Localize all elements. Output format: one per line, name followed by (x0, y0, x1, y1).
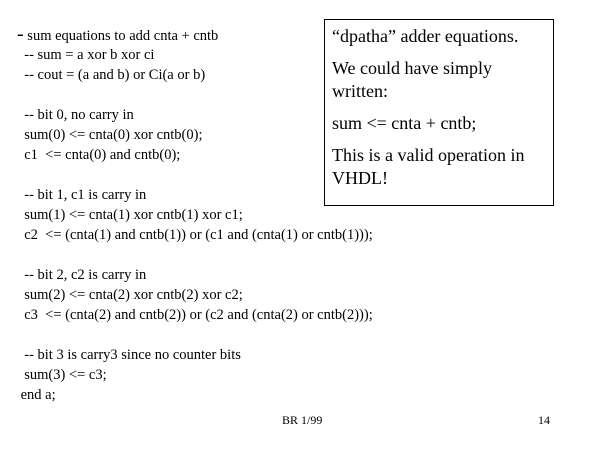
code-line-1: -- sum = a xor b xor ci (17, 47, 155, 63)
code-line-9: sum(1) <= cnta(1) xor cntb(1) xor c1; (17, 207, 243, 223)
page-number: 14 (538, 413, 550, 427)
callout-code: sum <= cnta + cntb; (332, 113, 477, 133)
callout-text: We could have simply written: (332, 58, 493, 101)
code-line-18: end a; (17, 387, 56, 403)
code-text: sum equations to add cnta + cntb (23, 28, 219, 44)
callout-title: “dpatha” adder equations. (332, 26, 519, 46)
callout-box (324, 19, 554, 206)
code-listing (17, 25, 373, 405)
code-line-6: c1 <= cnta(0) and cntb(0); (17, 147, 181, 163)
footer-label: BR 1/99 (282, 413, 323, 427)
code-line-17: sum(3) <= c3; (17, 367, 107, 383)
code-line-12: -- bit 2, c2 is carry in (17, 267, 147, 283)
code-line-7 (17, 165, 373, 185)
code-line-15 (17, 325, 373, 345)
bullet-dash: - (17, 23, 24, 45)
code-line-14: c3 <= (cnta(2) and cntb(2)) or (c2 and (cnta(2) or cntb(2))); (17, 307, 373, 323)
callout-note: This is a valid operation in VHDL! (332, 145, 525, 188)
code-line-0 (17, 25, 373, 45)
code-line-11 (17, 245, 373, 265)
code-line-16: -- bit 3 is carry3 since no counter bits (17, 347, 241, 363)
code-line-3 (17, 85, 373, 105)
code-line-10: c2 <= (cnta(1) and cntb(1)) or (c1 and (cnta(1) or cntb(1))); (17, 227, 373, 243)
code-line-8: -- bit 1, c1 is carry in (17, 187, 147, 203)
code-line-5: sum(0) <= cnta(0) xor cntb(0); (17, 127, 203, 143)
code-line-2: -- cout = (a and b) or Ci(a or b) (17, 67, 206, 83)
code-line-4: -- bit 0, no carry in (17, 107, 134, 123)
code-line-13: sum(2) <= cnta(2) xor cntb(2) xor c2; (17, 287, 243, 303)
